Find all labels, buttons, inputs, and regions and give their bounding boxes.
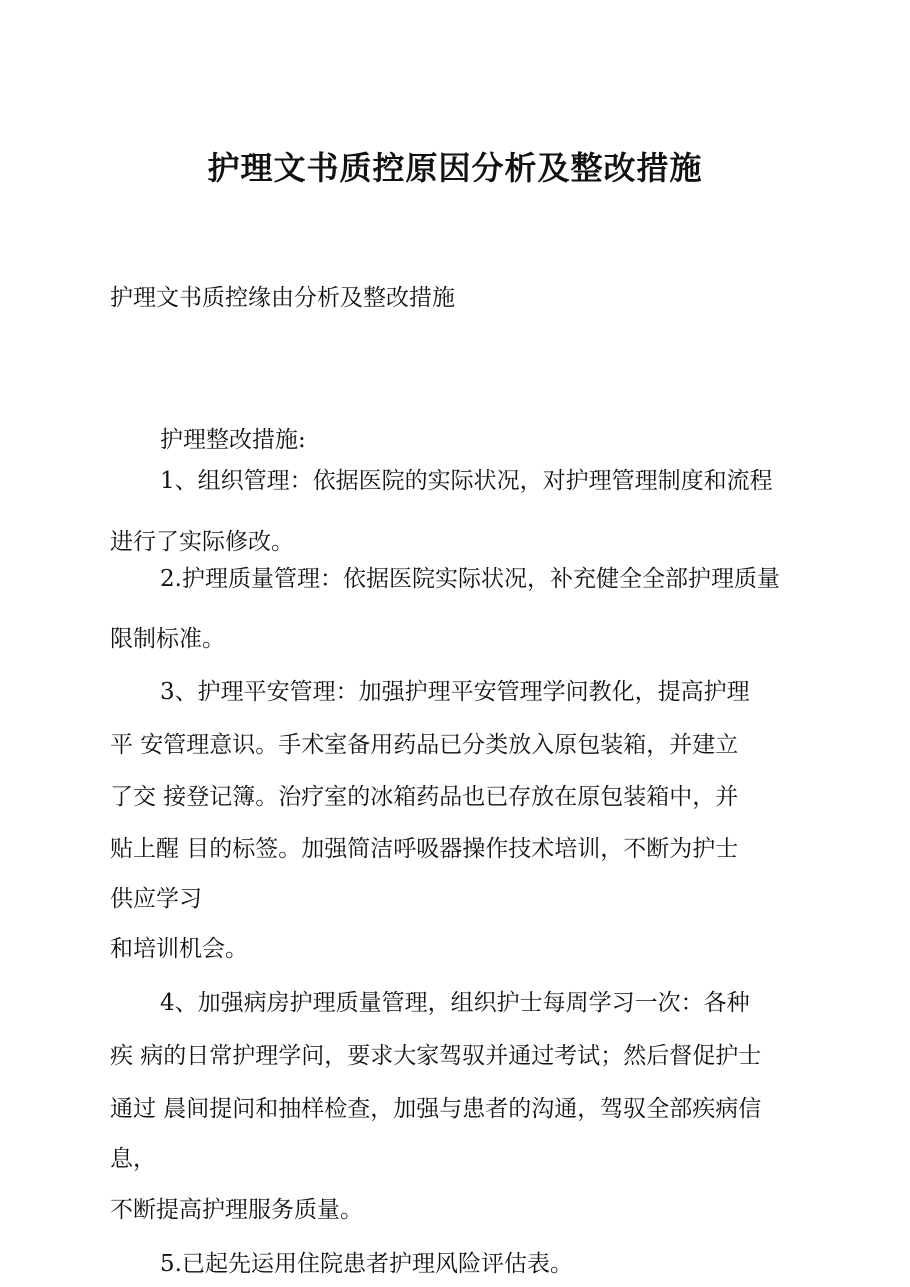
paragraph-line: 通过 晨间提问和抽样检查，加强与患者的沟通，驾驭全部疾病信 <box>110 1096 762 1122</box>
paragraph-line: 进行了实际修改。 <box>110 529 294 555</box>
paragraph-line: 限制标准。 <box>110 626 225 652</box>
paragraph-line: 贴上醒 目的标签。加强简洁呼吸器操作技术培训，不断为护士 <box>110 836 739 862</box>
paragraph-line: 了交 接登记簿。治疗室的冰箱药品也已存放在原包装箱中，并 <box>110 784 739 810</box>
paragraph-line: 和培训机会。 <box>110 936 248 962</box>
section-heading: 护理整改措施: <box>160 427 306 453</box>
paragraph-line: 不断提高护理服务质量。 <box>110 1197 363 1223</box>
paragraph-line: 5.已起先运用住院患者护理风险评估表。 <box>160 1251 573 1277</box>
document-title: 护理文书质控原因分析及整改措施 <box>207 149 703 187</box>
document-subtitle: 护理文书质控缘由分析及整改措施 <box>110 285 455 311</box>
paragraph-line: 4、加强病房护理质量管理，组织护士每周学习一次：各种 <box>160 990 750 1016</box>
paragraph-line: 疾 病的日常护理学问，要求大家驾驭并通过考试；然后督促护士 <box>110 1043 762 1069</box>
paragraph-line: 息， <box>110 1146 156 1172</box>
paragraph-line: 供应学习 <box>110 886 202 912</box>
paragraph-line: 3、护理平安管理：加强护理平安管理学问教化，提高护理 <box>160 679 750 705</box>
paragraph-line: 1、组织管理：依据医院的实际状况，对护理管理制度和流程 <box>160 468 773 494</box>
paragraph-line: 平 安管理意识。手术室备用药品已分类放入原包装箱，并建立 <box>110 732 739 758</box>
paragraph-line: 2.护理质量管理：依据医院实际状况，补充健全全部护理质量 <box>160 566 780 592</box>
